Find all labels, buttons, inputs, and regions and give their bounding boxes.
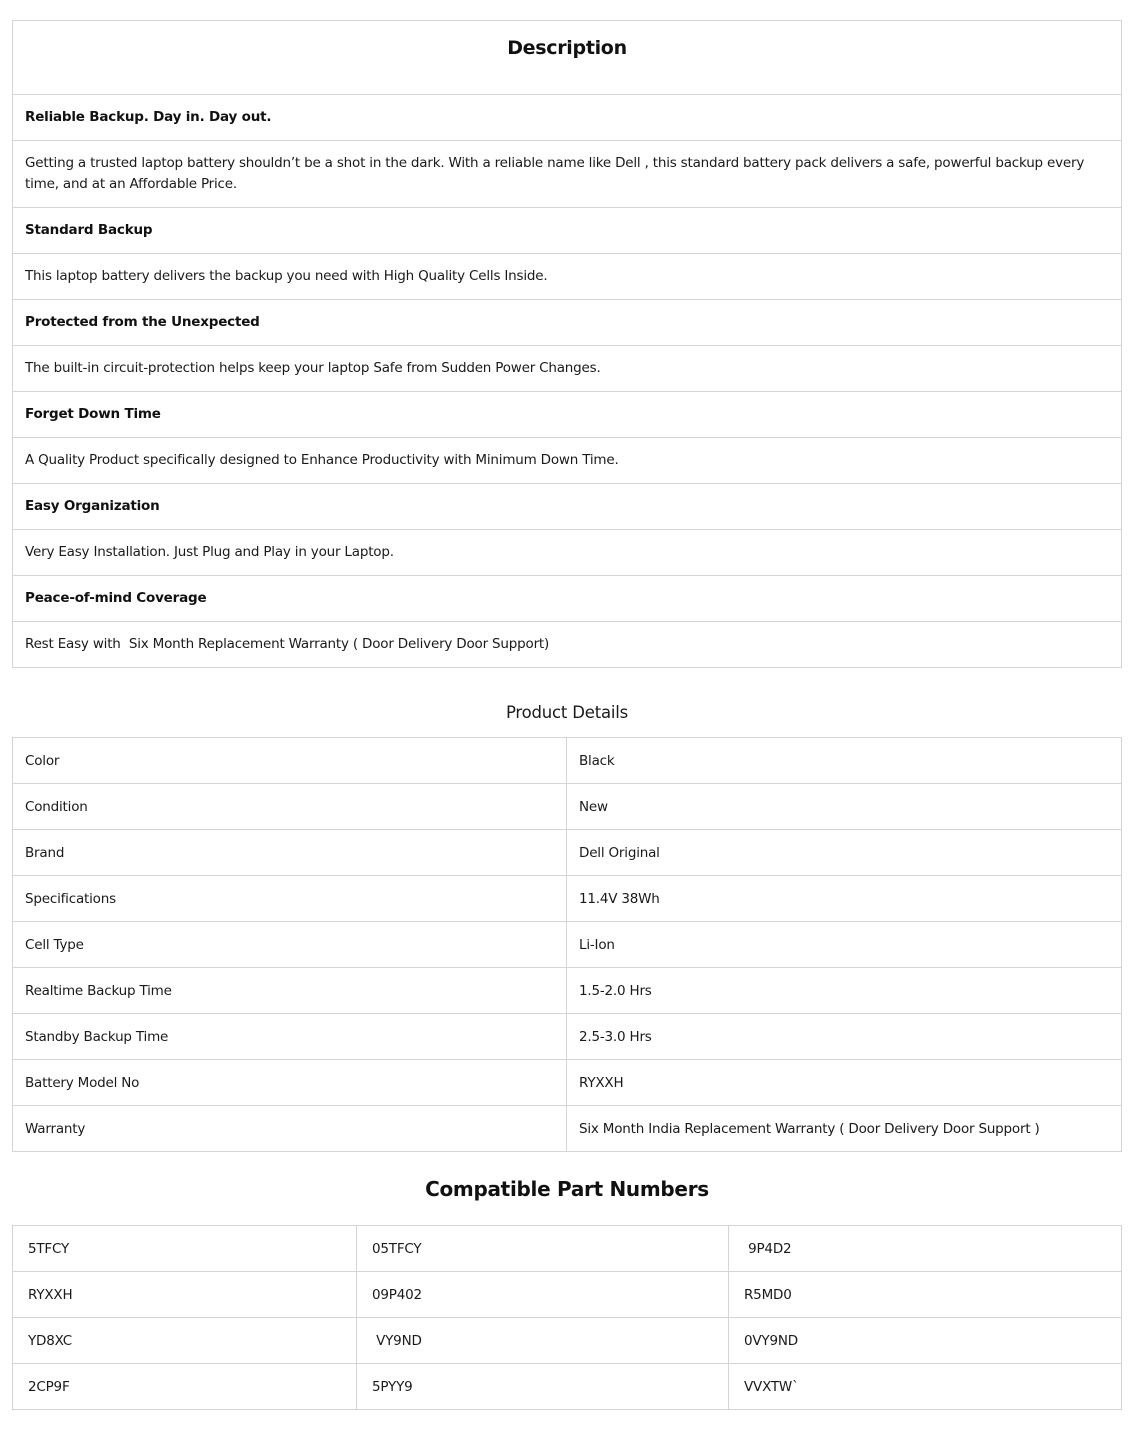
detail-value: Li-Ion bbox=[567, 922, 1122, 968]
description-text-row bbox=[13, 438, 1122, 484]
part-number: 09P402 bbox=[357, 1272, 729, 1318]
detail-label: Specifications bbox=[13, 876, 567, 922]
part-number: 5PYY9 bbox=[357, 1364, 729, 1410]
detail-row-realtime-backup bbox=[13, 968, 1122, 1014]
detail-row-cell-type bbox=[13, 922, 1122, 968]
detail-value: RYXXH bbox=[567, 1060, 1122, 1106]
description-title: Description bbox=[13, 21, 1122, 95]
description-heading-forget-down-time: Forget Down Time bbox=[13, 392, 1122, 438]
detail-row-battery-model bbox=[13, 1060, 1122, 1106]
description-title-row bbox=[13, 21, 1122, 95]
description-text-protected: The built-in circuit-protection helps keep your laptop Safe from Sudden Power Changes. bbox=[13, 346, 1122, 392]
part-number: R5MD0 bbox=[729, 1272, 1122, 1318]
description-heading-row bbox=[13, 576, 1122, 622]
part-number: 9P4D2 bbox=[729, 1226, 1122, 1272]
detail-label: Brand bbox=[13, 830, 567, 876]
description-text-row bbox=[13, 254, 1122, 300]
detail-row-standby-backup bbox=[13, 1014, 1122, 1060]
part-number: 5TFCY bbox=[13, 1226, 357, 1272]
description-text-row bbox=[13, 346, 1122, 392]
description-text-row bbox=[13, 141, 1122, 208]
detail-label: Battery Model No bbox=[13, 1060, 567, 1106]
part-number: 2CP9F bbox=[13, 1364, 357, 1410]
detail-row-color bbox=[13, 738, 1122, 784]
detail-value: 2.5-3.0 Hrs bbox=[567, 1014, 1122, 1060]
description-heading-reliable-backup: Reliable Backup. Day in. Day out. bbox=[13, 95, 1122, 141]
description-heading-coverage: Peace-of-mind Coverage bbox=[13, 576, 1122, 622]
detail-label: Standby Backup Time bbox=[13, 1014, 567, 1060]
description-text-standard-backup: This laptop battery delivers the backup you need with High Quality Cells Inside. bbox=[13, 254, 1122, 300]
detail-label: Realtime Backup Time bbox=[13, 968, 567, 1014]
description-heading-row bbox=[13, 95, 1122, 141]
compatible-parts-title: Compatible Part Numbers bbox=[425, 1177, 709, 1201]
part-number: VVXTW` bbox=[729, 1364, 1122, 1410]
detail-label: Condition bbox=[13, 784, 567, 830]
parts-row bbox=[13, 1272, 1122, 1318]
detail-value: Black bbox=[567, 738, 1122, 784]
description-heading-row bbox=[13, 208, 1122, 254]
part-number: 0VY9ND bbox=[729, 1318, 1122, 1364]
part-number: RYXXH bbox=[13, 1272, 357, 1318]
detail-row-specifications bbox=[13, 876, 1122, 922]
description-text-row bbox=[13, 622, 1122, 668]
detail-value: 11.4V 38Wh bbox=[567, 876, 1122, 922]
detail-row-brand bbox=[13, 830, 1122, 876]
description-heading-row bbox=[13, 300, 1122, 346]
description-heading-protected: Protected from the Unexpected bbox=[13, 300, 1122, 346]
description-heading-standard-backup: Standard Backup bbox=[13, 208, 1122, 254]
description-heading-easy-organization: Easy Organization bbox=[13, 484, 1122, 530]
description-table bbox=[12, 20, 1122, 668]
detail-row-warranty bbox=[13, 1106, 1122, 1152]
description-text-reliable-backup: Getting a trusted laptop battery shouldn’t be a shot in the dark. With a reliable name like Dell , this standard battery pack delivers a safe, powerful backup every time, and at an Affordable Price. bbox=[13, 141, 1122, 208]
parts-row bbox=[13, 1364, 1122, 1410]
part-number: 05TFCY bbox=[357, 1226, 729, 1272]
detail-label: Warranty bbox=[13, 1106, 567, 1152]
part-number: VY9ND bbox=[357, 1318, 729, 1364]
parts-row bbox=[13, 1318, 1122, 1364]
compatible-parts-table bbox=[12, 1225, 1122, 1410]
detail-row-condition bbox=[13, 784, 1122, 830]
description-heading-row bbox=[13, 484, 1122, 530]
description-text-row bbox=[13, 530, 1122, 576]
detail-value: Dell Original bbox=[567, 830, 1122, 876]
detail-label: Color bbox=[13, 738, 567, 784]
part-number: YD8XC bbox=[13, 1318, 357, 1364]
detail-value: New bbox=[567, 784, 1122, 830]
product-details-table bbox=[12, 737, 1122, 1152]
description-heading-row bbox=[13, 392, 1122, 438]
detail-value: Six Month India Replacement Warranty ( Door Delivery Door Support ) bbox=[567, 1106, 1122, 1152]
detail-value: 1.5-2.0 Hrs bbox=[567, 968, 1122, 1014]
detail-label: Cell Type bbox=[13, 922, 567, 968]
product-details-title: Product Details bbox=[505, 703, 629, 722]
description-text-coverage: Rest Easy with Six Month Replacement Warranty ( Door Delivery Door Support) bbox=[13, 622, 1122, 668]
parts-row bbox=[13, 1226, 1122, 1272]
description-text-forget-down-time: A Quality Product specifically designed to Enhance Productivity with Minimum Down Time. bbox=[13, 438, 1122, 484]
description-text-easy-organization: Very Easy Installation. Just Plug and Play in your Laptop. bbox=[13, 530, 1122, 576]
